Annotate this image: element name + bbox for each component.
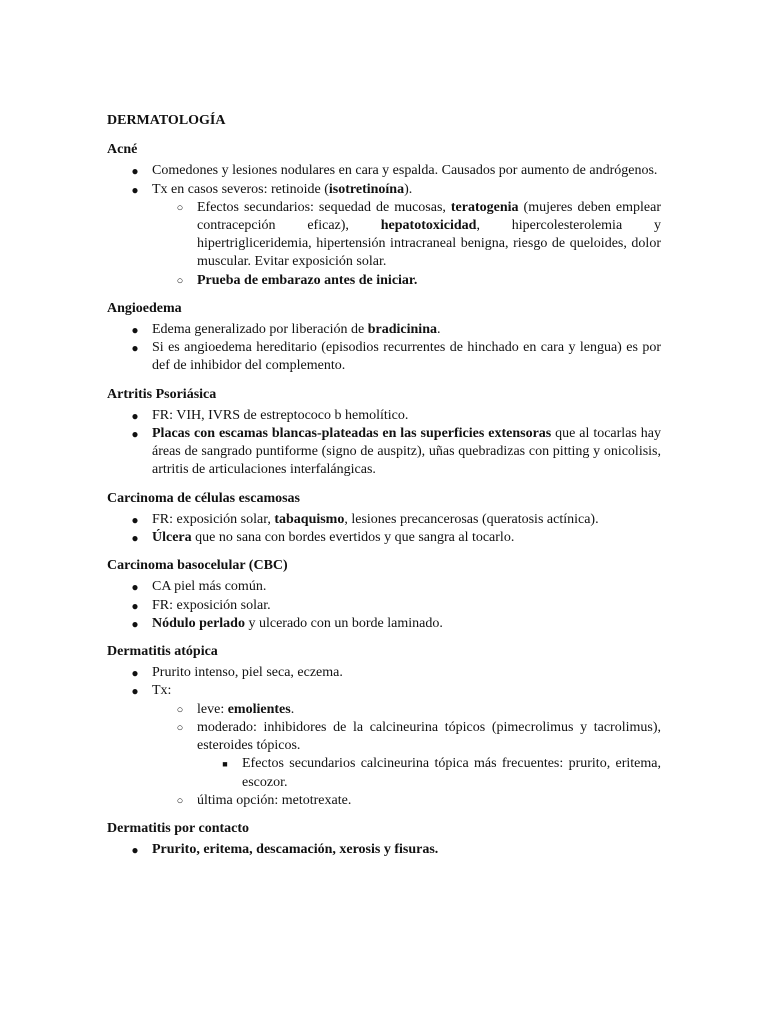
text-run: , hipercolesterolemia y hipertrigliceridemia, hipertensión intracraneal benigna, riesgo de queloides, dolor muscular. Evitar exposición solar. xyxy=(197,218,661,270)
list-item-text xyxy=(197,720,661,753)
bold-text-run: Úlcera xyxy=(152,530,192,546)
section-heading: Acné xyxy=(107,142,138,158)
text-run: CA piel más común. xyxy=(152,579,267,595)
bullet-list-level-1 xyxy=(107,162,661,289)
bold-text-run: hepatotoxicidad xyxy=(380,218,477,234)
bold-text-run: isotretinoína xyxy=(328,181,405,197)
bold-text-run: tabaquismo xyxy=(274,511,345,527)
dot-bullet-icon: ● xyxy=(131,684,139,699)
section xyxy=(107,820,661,859)
list-item-text xyxy=(152,182,412,197)
dot-bullet-icon: ● xyxy=(131,408,139,423)
list-item-text xyxy=(152,842,438,857)
circle-bullet-icon: ○ xyxy=(176,794,184,807)
list-item xyxy=(107,664,661,682)
bullet-list-level-1 xyxy=(107,511,661,547)
text-run: FR: exposición solar. xyxy=(152,597,271,613)
dot-bullet-icon: ● xyxy=(131,598,139,613)
bullet-list-level-3 xyxy=(197,755,661,791)
list-item-text xyxy=(197,273,417,288)
list-item-text xyxy=(152,616,443,631)
bold-text-run: emolientes xyxy=(227,701,291,717)
list-item-text xyxy=(197,200,661,270)
list-item xyxy=(107,682,661,809)
bullet-list-level-1 xyxy=(107,407,661,480)
text-run: última opción: metotrexate. xyxy=(197,792,352,808)
circle-bullet-icon: ○ xyxy=(176,721,184,734)
list-item xyxy=(107,597,661,615)
section xyxy=(107,643,661,810)
section-heading: Artritis Psoriásica xyxy=(107,386,217,402)
bold-text-run: Prueba de embarazo antes de iniciar. xyxy=(197,272,418,288)
list-item xyxy=(107,615,661,633)
section xyxy=(107,300,661,376)
section xyxy=(107,386,661,480)
list-item-text xyxy=(152,530,514,545)
bold-text-run: bradicinina xyxy=(367,322,437,338)
list-item-text xyxy=(197,793,351,808)
text-run: leve: xyxy=(197,701,228,717)
text-run: Edema generalizado por liberación de xyxy=(152,322,368,338)
list-item-text xyxy=(152,665,343,680)
dot-bullet-icon: ● xyxy=(131,531,139,546)
list-item xyxy=(107,339,661,375)
text-run: Efectos secundarios: sequedad de mucosas, xyxy=(197,199,451,215)
bold-text-run: Nódulo perlado xyxy=(152,615,245,631)
dot-bullet-icon: ● xyxy=(131,164,139,179)
section xyxy=(107,141,661,290)
text-run: FR: exposición solar, xyxy=(152,511,275,527)
dot-bullet-icon: ● xyxy=(131,182,139,197)
list-item xyxy=(107,407,661,425)
dot-bullet-icon: ● xyxy=(131,666,139,681)
dot-bullet-icon: ● xyxy=(131,427,139,442)
list-item xyxy=(107,181,661,290)
text-run: Tx: xyxy=(152,683,172,699)
section-heading: Dermatitis por contacto xyxy=(107,820,250,836)
text-run: y ulcerado con un borde laminado. xyxy=(244,615,443,631)
list-item xyxy=(107,578,661,596)
dot-bullet-icon: ● xyxy=(131,512,139,527)
text-run: FR: VIH, IVRS de estreptococo b hemolítico. xyxy=(152,407,409,423)
bold-text-run: Prurito, eritema, descamación, xerosis y fisuras. xyxy=(152,842,439,858)
list-item-text xyxy=(152,598,271,613)
dot-bullet-icon: ● xyxy=(131,843,139,858)
text-run: Prurito intenso, piel seca, eczema. xyxy=(152,665,343,681)
list-item xyxy=(107,162,661,180)
bullet-list-level-1 xyxy=(107,841,661,859)
dot-bullet-icon: ● xyxy=(131,580,139,595)
list-item xyxy=(107,321,661,339)
text-run: que no sana con bordes evertidos y que sangra al tocarlo. xyxy=(191,530,515,546)
bold-text-run: Placas con escamas blancas-plateadas en las superficies extensoras xyxy=(152,426,552,442)
circle-bullet-icon: ○ xyxy=(176,703,184,716)
list-item xyxy=(152,701,661,719)
text-run: (mujeres deben emplear contracepción eficaz), xyxy=(197,199,661,234)
list-item-text xyxy=(152,340,661,373)
list-item xyxy=(152,719,661,792)
section-heading: Carcinoma de células escamosas xyxy=(107,490,300,506)
list-item-text xyxy=(197,702,294,717)
text-run: . xyxy=(436,322,441,338)
list-item xyxy=(107,511,661,529)
square-bullet-icon: ■ xyxy=(222,759,228,770)
list-item-text xyxy=(152,683,171,698)
list-item-text xyxy=(152,408,408,423)
list-item-text xyxy=(152,512,599,527)
bullet-list-level-2 xyxy=(152,701,661,810)
list-item xyxy=(107,425,661,480)
text-run: Si es angioedema hereditario (episodios recurrentes de hinchado en cara y lengua) es por def de inhibidor del complemento. xyxy=(152,340,661,374)
bullet-list-level-1 xyxy=(107,321,661,376)
list-item-text xyxy=(152,322,440,337)
list-item-text xyxy=(242,756,661,789)
text-run: , lesiones precancerosas (queratosis actínica). xyxy=(344,511,599,527)
dot-bullet-icon: ● xyxy=(131,341,139,356)
dot-bullet-icon: ● xyxy=(131,616,139,631)
bullet-list-level-2 xyxy=(152,199,661,290)
document-title: DERMATOLOGÍA xyxy=(107,113,226,128)
circle-bullet-icon: ○ xyxy=(176,201,184,214)
list-item-text xyxy=(152,426,661,477)
list-item xyxy=(197,755,661,791)
sections-container xyxy=(107,141,661,859)
list-item xyxy=(107,841,661,859)
text-run: . xyxy=(290,701,295,717)
section-heading: Dermatitis atópica xyxy=(107,644,218,660)
text-run: que al tocarlas hay áreas de sangrado puntiforme (signo de auspitz), uñas quebradizas con pitting y onicolisis, artritis de articulaciones interfalángicas. xyxy=(152,426,661,478)
text-run: Efectos secundarios calcineurina tópica más frecuentes: prurito, eritema, escozor. xyxy=(242,756,661,790)
section xyxy=(107,557,661,633)
text-run: Tx en casos severos: retinoide ( xyxy=(152,181,329,197)
list-item xyxy=(152,792,661,810)
text-run: ). xyxy=(404,181,413,197)
list-item-text xyxy=(152,163,657,178)
bold-text-run: teratogenia xyxy=(450,199,519,215)
list-item xyxy=(152,199,661,272)
bullet-list-level-1 xyxy=(107,578,661,633)
dot-bullet-icon: ● xyxy=(131,323,139,338)
bullet-list-level-1 xyxy=(107,664,661,810)
section-heading: Carcinoma basocelular (CBC) xyxy=(107,558,288,574)
text-run: moderado: inhibidores de la calcineurina tópicos (pimecrolimus y tacrolimus), esteroides tópicos. xyxy=(197,719,661,754)
list-item xyxy=(152,272,661,290)
text-run: Comedones y lesiones nodulares en cara y espalda. Causados por aumento de andrógenos. xyxy=(152,163,658,179)
list-item-text xyxy=(152,579,266,594)
section xyxy=(107,490,661,548)
list-item xyxy=(107,529,661,547)
section-heading: Angioedema xyxy=(107,300,182,316)
circle-bullet-icon: ○ xyxy=(176,274,184,287)
